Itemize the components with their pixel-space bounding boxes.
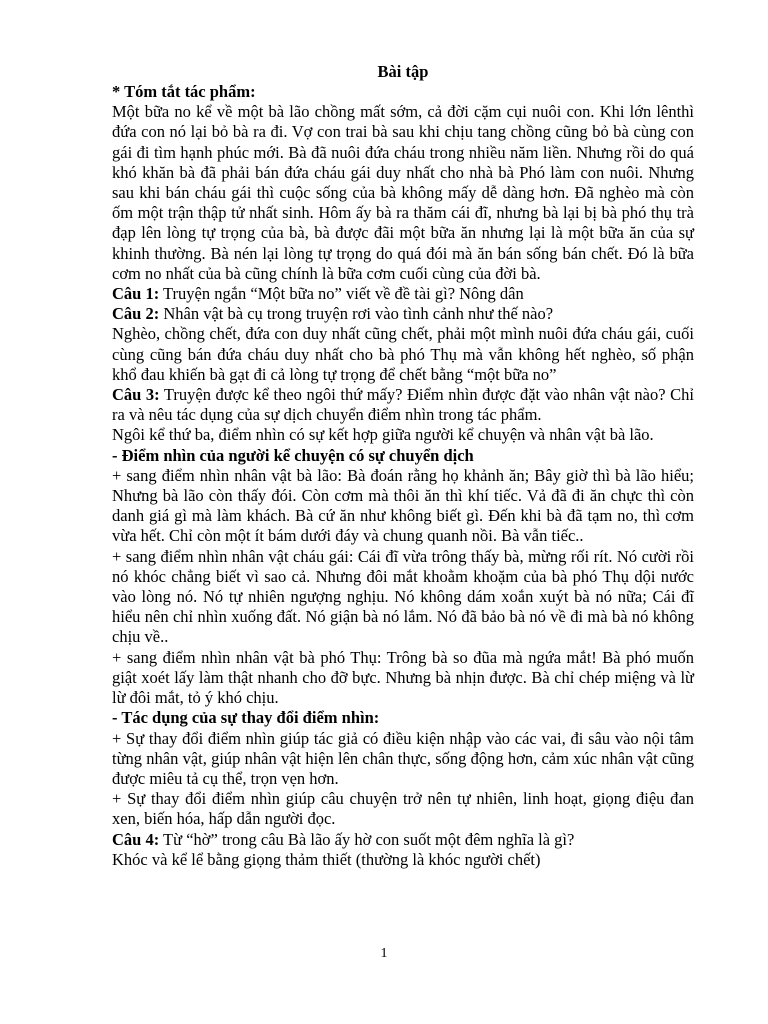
question-3: [112, 385, 694, 425]
question-3-text: Truyện được kể theo ngôi thứ mấy? Điểm nhìn được đặt vào nhân vật nào? Chỉ ra và nêu tác dụng của sự dịch chuyển điểm nhìn trong tác phẩm.: [112, 385, 694, 425]
question-3-effect-item: + Sự thay đổi điểm nhìn giúp câu chuyện trở nên tự nhiên, linh hoạt, giọng điệu đan xen, biến hóa, hấp dẫn người đọc.: [112, 789, 694, 829]
question-4-text: Từ “hờ” trong câu Bà lão ấy hờ con suốt một đêm nghĩa là gì?: [159, 829, 575, 849]
question-4-answer: Khóc và kể lể bằng giọng thảm thiết (thường là khóc người chết): [112, 849, 541, 869]
question-3-shift-item: + sang điểm nhìn nhân vật bà phó Thụ: Trông bà so đũa mà ngứa mắt! Bà phó muốn giật xoét lấy làm thật nhanh cho đỡ bực. Nhưng bà nhịn được. Bà chỉ chép miệng và lừ lừ đôi mắt, tỏ ý khó chịu.: [112, 647, 694, 708]
question-4: [112, 830, 694, 850]
question-1: [112, 284, 694, 304]
question-3-shift-item: + sang điểm nhìn nhân vật cháu gái: Cái đĩ vừa trông thấy bà, mừng rối rít. Nó cười rồi nó khóc chẳng biết vì sao cả. Nhưng đôi mắt khoằm khoặm của bà phó Thụ dội nước vào lòng nó. Nó tự nhiên ngượng nghịu. Nó không dám xoắn xuýt bà nó nữa; Cái đĩ hiểu nên chỉ nhìn xuống đất. Nó giận bà nó lắm. Nó đã bảo bà nó về đi mà bà nó không chịu về..: [112, 546, 694, 647]
summary-paragraph: Một bữa no kể về một bà lão chồng mất sớm, cả đời cặm cụi nuôi con. Khi lớn lênthì đứa con nó lại bỏ bà ra đi. Vợ con trai bà sau khi chịu tang chồng cũng bỏ bà cùng con gái đi tìm hạnh phúc mới. Bà đã nuôi đứa cháu trong nhiều năm liền. Nhưng rồi do quá khó khăn bà đã phải bán đứa cháu gái duy nhất cho nhà bà Phó làm con nuôi. Nhưng sau khi bán cháu gái thì cuộc sống của bà không mấy dễ dàng hơn. Đã nghèo mà còn ốm một trận thập tử nhất sinh. Hôm ấy bà ra thăm cái đĩ, nhưng bà lại bị bà phó thụ trà đạp lên lòng tự trọng của bà, bà được đãi một bữa ăn nhưng lại là một bữa ăn của sự khinh thường. Bà nén lại lòng tự trọng do quá đói mà ăn bán sống bán chết. Đó là bữa cơm no nhất của bà cũng chính là bữa cơm cuối cùng của đời bà.: [112, 102, 694, 283]
document-title: Bài tập: [377, 62, 429, 81]
question-2-text: Nhân vật bà cụ trong truyện rơi vào tình cảnh như thế nào?: [159, 304, 554, 324]
question-1-label: Câu 1:: [112, 284, 160, 304]
question-3-effect-item: + Sự thay đổi điểm nhìn giúp tác giả có điều kiện nhập vào các vai, đi sâu vào nội tâm từng nhân vật, giúp nhân vật hiện lên chân thực, sống động hơn, cảm xúc nhân vật cũng được miêu tả cụ thể, trọn vẹn hơn.: [112, 728, 694, 788]
question-2: [112, 304, 694, 324]
document-page: [112, 62, 694, 870]
question-3-label: Câu 3:: [112, 385, 160, 405]
question-1-text: Truyện ngắn “Một bữa no” viết về đề tài gì? Nông dân: [159, 284, 524, 304]
question-3-effect-heading: - Tác dụng của sự thay đổi điểm nhìn:: [112, 708, 380, 728]
question-2-label: Câu 2:: [112, 304, 160, 324]
question-3-shift-heading: - Điểm nhìn của người kể chuyện có sự chuyển dịch: [112, 445, 474, 465]
question-4-label: Câu 4:: [112, 829, 160, 849]
question-3-shift-item: + sang điểm nhìn nhân vật bà lão: Bà đoán rằng họ khảnh ăn; Bây giờ thì bà lão hiểu; Nhưng bà lão còn thấy đói. Còn cơm mà thôi ăn thì khí tiếc. Vả đã đi ăn chực thì còn danh giá gì mà làm khách. Bà cứ ăn như không biết gì. Đến khi bà đã tạm no, thì cơm vừa hết. Chỉ còn một ít bám dưới đáy và chung quanh nồi. Bà vẫn tiếc..: [112, 465, 694, 546]
question-2-answer: Nghèo, chồng chết, đứa con duy nhất cũng chết, phải một mình nuôi đứa cháu gái, cuối cùng cũng bán đứa cháu duy nhất cho bà phó Thụ mà vẫn không hết nghèo, số phận khổ đau khiến bà gạt đi cả lòng tự trọng để chết bằng “một bữa no”: [112, 324, 694, 384]
question-3-answer: Ngôi kể thứ ba, điểm nhìn có sự kết hợp giữa người kể chuyện và nhân vật bà lão.: [112, 425, 654, 445]
summary-heading: * Tóm tắt tác phẩm:: [112, 82, 256, 101]
page-number: 1: [380, 946, 388, 961]
